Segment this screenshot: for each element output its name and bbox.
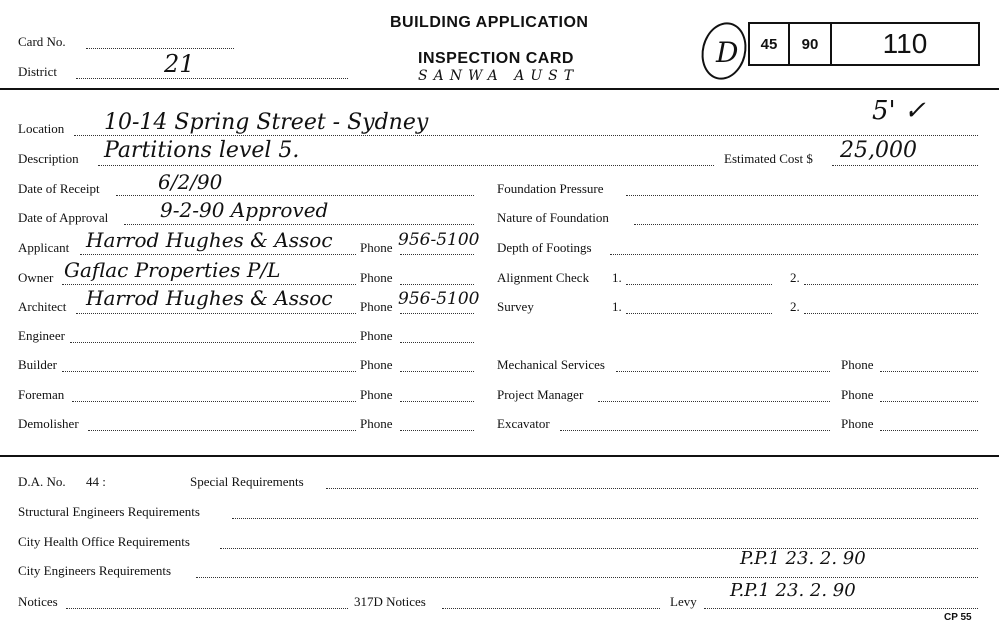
demolisher-line [88,430,356,431]
project-manager-line [598,401,830,402]
survey-2-label: 2. [790,299,800,314]
excavator-label: Excavator [497,416,550,431]
card-no-line [86,48,234,49]
alignment-2-label: 2. [790,270,800,285]
date-receipt-value: 6/2/90 [158,170,223,194]
notices-label: Notices [18,594,58,609]
date-approval-line [124,224,474,225]
owner-label: Owner [18,270,54,285]
levy-label: Levy [670,594,697,609]
applicant-value: Harrod Hughes & Assoc [86,228,333,252]
foundation-pressure-line [626,195,978,196]
owner-value: Gaflac Properties P/L [64,258,281,282]
middle-rule [0,455,999,457]
description-label: Description [18,151,79,166]
location-label: Location [18,121,65,136]
date-receipt-label: Date of Receipt [18,181,100,196]
nature-foundation-label: Nature of Foundation [497,210,609,225]
da-no-value: 44 : [86,474,106,489]
applicant-label: Applicant [18,240,70,255]
alignment-check-label: Alignment Check [497,270,590,285]
code-box-2: 90 [788,22,832,66]
engineer-phone-line [400,342,474,343]
alignment-1-label: 1. [612,270,622,285]
nature-foundation-line [634,224,978,225]
district-value: 21 [164,50,195,78]
builder-phone-label: Phone [360,357,393,372]
excavator-phone-line [880,430,978,431]
district-label: District [18,64,57,79]
notices-317d-label: 317D Notices [354,594,426,609]
special-requirements-line [326,488,978,489]
title-line1: BUILDING APPLICATION [390,14,589,31]
code-box-1: 45 [748,22,790,66]
applicant-line [80,254,356,255]
levy-value: P.P.1 23. 2. 90 [730,580,856,601]
foreman-line [72,401,356,402]
depth-footings-line [610,254,978,255]
excavator-phone-label: Phone [841,416,874,431]
survey-1-line [626,313,772,314]
demolisher-phone-line [400,430,474,431]
title-line2: INSPECTION CARD [418,50,574,67]
architect-phone-value: 956-5100 [398,289,480,309]
mechanical-services-line [616,371,830,372]
alignment-1-line [626,284,772,285]
district-line [76,78,348,79]
owner-line [62,284,356,285]
mechanical-phone-label: Phone [841,357,874,372]
survey-2-line [804,313,978,314]
project-manager-phone-label: Phone [841,387,874,402]
engineer-label: Engineer [18,328,65,343]
engineer-line [70,342,356,343]
architect-value: Harrod Hughes & Assoc [86,286,333,310]
special-requirements-label: Special Requirements [190,474,304,489]
date-approval-label: Date of Approval [18,210,109,225]
top-rule [0,88,999,90]
corner-mark: 5' ✓ [872,96,926,126]
structural-label: Structural Engineers Requirements [18,504,200,519]
depth-footings-label: Depth of Footings [497,240,592,255]
foundation-pressure-label: Foundation Pressure [497,181,604,196]
foreman-phone-line [400,401,474,402]
estimated-cost-label: Estimated Cost $ [724,151,813,166]
footer-code: CP 55 [944,612,972,623]
location-value: 10-14 Spring Street - Sydney [104,110,429,135]
engineer-phone-label: Phone [360,328,393,343]
health-label: City Health Office Requirements [18,534,190,549]
survey-label: Survey [497,299,534,314]
levy-line [704,608,978,609]
survey-1-label: 1. [612,299,622,314]
architect-label: Architect [18,299,67,314]
project-manager-phone-line [880,401,978,402]
structural-line [232,518,978,519]
subtitle-handwritten: SANWA AUST [418,68,580,84]
engineers-line [196,577,978,578]
date-approval-value: 9-2-90 Approved [160,198,329,222]
code-box-3: 110 [830,22,980,66]
estimated-cost-value: 25,000 [840,138,917,163]
notices-line [66,608,348,609]
circled-mark: D [716,36,739,69]
builder-line [62,371,356,372]
mechanical-services-label: Mechanical Services [497,357,605,372]
applicant-phone-label: Phone [360,240,393,255]
demolisher-label: Demolisher [18,416,79,431]
description-value: Partitions level 5. [104,138,300,163]
demolisher-phone-label: Phone [360,416,393,431]
excavator-line [560,430,830,431]
engineers-label: City Engineers Requirements [18,563,172,578]
foreman-label: Foreman [18,387,65,402]
owner-phone-label: Phone [360,270,393,285]
architect-line [76,313,356,314]
notices-317d-line [442,608,660,609]
alignment-2-line [804,284,978,285]
card-no-label: Card No. [18,34,66,49]
architect-phone-label: Phone [360,299,393,314]
applicant-phone-line [400,254,474,255]
foreman-phone-label: Phone [360,387,393,402]
owner-phone-line [400,284,474,285]
date-receipt-line [116,195,474,196]
project-manager-label: Project Manager [497,387,584,402]
da-no-label: D.A. No. [18,474,66,489]
location-line [74,135,978,136]
builder-label: Builder [18,357,57,372]
applicant-phone-value: 956-5100 [398,230,480,250]
builder-phone-line [400,371,474,372]
estimated-cost-line [832,165,978,166]
architect-phone-line [400,313,474,314]
mechanical-phone-line [880,371,978,372]
engineers-value: P.P.1 23. 2. 90 [740,548,866,569]
description-line [98,165,714,166]
